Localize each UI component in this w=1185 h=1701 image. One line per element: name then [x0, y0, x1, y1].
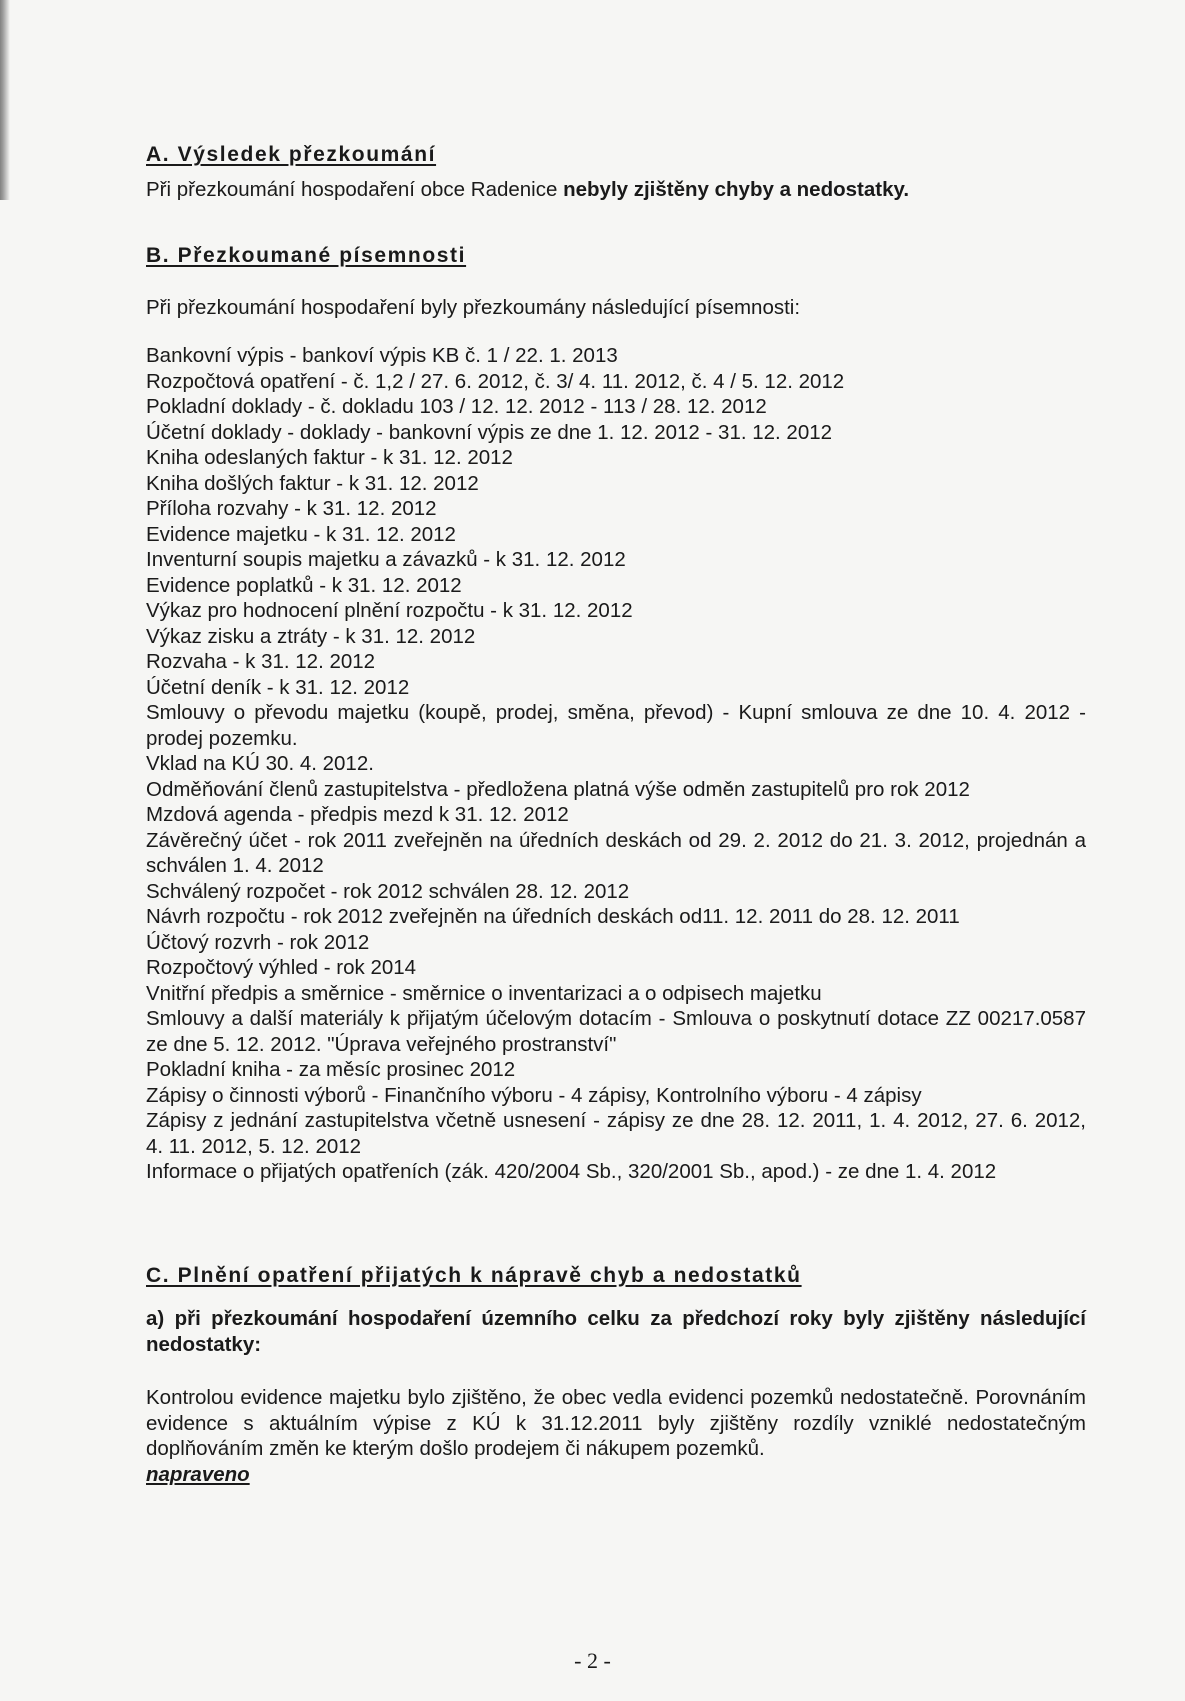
document-page [146, 142, 1086, 1487]
section-c-status: napraveno [146, 1462, 250, 1486]
section-b-heading: B. Přezkoumané písemnosti [146, 243, 467, 267]
list-item: Účetní doklady - doklady - bankovní výpis ze dne 1. 12. 2012 - 31. 12. 2012 [146, 420, 833, 444]
list-item: Účetní deník - k 31. 12. 2012 [146, 675, 410, 699]
list-item: Vklad na KÚ 30. 4. 2012. [146, 752, 374, 776]
list-item: Rozpočtový výhled - rok 2014 [146, 956, 417, 980]
list-item: Návrh rozpočtu - rok 2012 zveřejněn na úředních deskách od11. 12. 2011 do 28. 12. 2011 [146, 905, 960, 929]
page-number: - 2 - [574, 1648, 611, 1673]
list-item: Závěrečný účet - rok 2011 zveřejněn na úředních deskách od 29. 2. 2012 do 21. 3. 2012, projednán a schválen 1. 4. 2012 [146, 828, 1086, 878]
list-item: Zápisy z jednání zastupitelstva včetně usnesení - zápisy ze dne 28. 12. 2011, 1. 4. 2012, 27. 6. 2012, 4. 11. 2012, 5. 12. 2012 [146, 1109, 1086, 1158]
section-c-heading: C. Plnění opatření přijatých k nápravě chyb a nedostatků [146, 1263, 802, 1287]
list-item: Evidence poplatků - k 31. 12. 2012 [146, 573, 462, 597]
list-item: Bankovní výpis - bankoví výpis KB č. 1 / 22. 1. 2013 [146, 344, 618, 368]
list-item: Rozpočtová opatření - č. 1,2 / 27. 6. 2012, č. 3/ 4. 11. 2012, č. 4 / 5. 12. 2012 [146, 369, 845, 393]
list-item: Schválený rozpočet - rok 2012 schválen 28. 12. 2012 [146, 879, 630, 903]
list-item: Evidence majetku - k 31. 12. 2012 [146, 522, 456, 546]
list-item: Mzdová agenda - předpis mezd k 31. 12. 2012 [146, 803, 569, 827]
list-item: Smlouvy a další materiály k přijatým účelovým dotacím - Smlouva o poskytnutí dotace ZZ 00217.0587 ze dne 5. 12. 2012. "Úprava veřejného prostranství" [146, 1007, 1086, 1056]
section-a-result-text: Při přezkoumání hospodaření obce Radenice [146, 178, 564, 202]
list-item: Výkaz zisku a ztráty - k 31. 12. 2012 [146, 624, 476, 648]
list-item: Pokladní doklady - č. dokladu 103 / 12. 12. 2012 - 113 / 28. 12. 2012 [146, 395, 767, 419]
list-item: Smlouvy o převodu majetku (koupě, prodej, směna, převod) - Kupní smlouva ze dne 10. 4. 2012 - prodej pozemku. [146, 701, 1086, 750]
list-item: Vnitřní předpis a směrnice - směrnice o inventarizaci a o odpisech majetku [146, 981, 822, 1005]
section-c-finding: Kontrolou evidence majetku bylo zjištěno, že obec vedla evidenci pozemků nedostatečně. Porovnáním evidence s aktuálním výpise z KÚ k 31.12.2011 byly zjištěny rozdíly vzniklé nedostatečným doplňováním změn ke kterým došlo prodejem či nákupem pozemků. [146, 1386, 1086, 1461]
list-item: Kniha došlých faktur - k 31. 12. 2012 [146, 471, 479, 495]
section-a-result-bold: nebyly zjištěny chyby a nedostatky. [563, 178, 910, 202]
list-item: Pokladní kniha - za měsíc prosinec 2012 [146, 1058, 516, 1082]
list-item: Inventurní soupis majetku a závazků - k 31. 12. 2012 [146, 548, 626, 572]
section-b-intro: Při přezkoumání hospodaření byly přezkoumány následující písemnosti: [146, 295, 801, 319]
list-item: Kniha odeslaných faktur - k 31. 12. 2012 [146, 446, 513, 470]
list-item: Zápisy o činnosti výborů - Finančního výboru - 4 zápisy, Kontrolního výboru - 4 zápisy [146, 1083, 922, 1107]
list-item: Výkaz pro hodnocení plnění rozpočtu - k 31. 12. 2012 [146, 599, 633, 623]
list-item: Příloha rozvahy - k 31. 12. 2012 [146, 497, 437, 521]
section-a-result [146, 177, 1086, 203]
documents-list [146, 343, 1086, 1185]
list-item: Účtový rozvrh - rok 2012 [146, 930, 370, 954]
list-item: Rozvaha - k 31. 12. 2012 [146, 650, 376, 674]
list-item: Informace o přijatých opatřeních (zák. 420/2004 Sb., 320/2001 Sb., apod.) - ze dne 1. 4. 2012 [146, 1160, 997, 1184]
list-item: Odměňování členů zastupitelstva - předložena platná výše odměn zastupitelů pro rok 2012 [146, 777, 970, 801]
scan-edge-shadow [0, 0, 14, 200]
section-c-subheading: a) při přezkoumání hospodaření územního celku za předchozí roky byly zjištěny následující nedostatky: [146, 1307, 1086, 1356]
section-a-heading: A. Výsledek přezkoumání [146, 143, 437, 166]
